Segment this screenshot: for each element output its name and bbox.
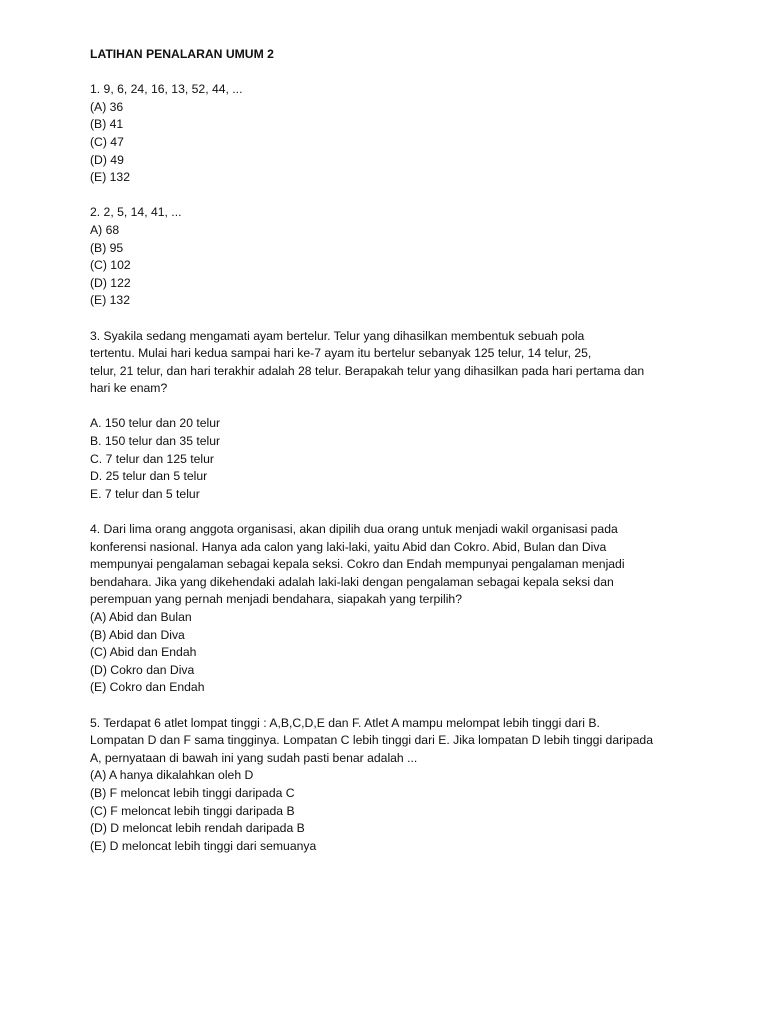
question-stem-line: A, pernyataan di bawah ini yang sudah pasti benar adalah ... [90, 750, 418, 765]
question-stem-line: hari ke enam? [90, 381, 168, 396]
answer-option: (C) F meloncat lebih tinggi daripada B [90, 803, 295, 818]
question-stem-line: 4. Dari lima orang anggota organisasi, akan dipilih dua orang untuk menjadi wakil organisasi pada [90, 522, 618, 537]
answer-option: (B) Abid dan Diva [90, 627, 185, 642]
question-4 [90, 521, 690, 697]
question-stem-line: perempuan yang pernah menjadi bendahara, siapakah yang terpilih? [90, 592, 462, 607]
answer-option: (A) Abid dan Bulan [90, 610, 192, 624]
question-stem-line: telur, 21 telur, dan hari terakhir adalah 28 telur. Berapakah telur yang dihasilkan pada hari pertama dan [90, 363, 645, 378]
answer-option: (B) 95 [90, 240, 124, 255]
answer-option: (C) 102 [90, 258, 131, 273]
question-stem-line: bendahara. Jika yang dikehendaki adalah laki-laki dengan pengalaman sebagai kepala seksi dan [90, 574, 614, 589]
question-stem-line: 1. 9, 6, 24, 16, 13, 52, 44, ... [90, 82, 243, 97]
answer-option: (E) D meloncat lebih tinggi dari semuanya [90, 838, 317, 853]
question-stem-line: Lompatan D dan F sama tingginya. Lompatan C lebih tinggi dari E. Jika lompatan D lebih tinggi daripada [90, 733, 653, 748]
answer-option: (D) 122 [90, 275, 131, 290]
answer-option: (A) 36 [90, 99, 124, 114]
question-stem-line: 2. 2, 5, 14, 41, ... [90, 205, 182, 220]
question-3 [90, 328, 690, 504]
answer-option: (B) F meloncat lebih tinggi daripada C [90, 785, 295, 800]
answer-option: (C) 47 [90, 134, 124, 149]
question-5 [90, 715, 690, 856]
answer-option: (D) D meloncat lebih rendah daripada B [90, 821, 305, 836]
answer-option: (D) Cokro dan Diva [90, 662, 195, 677]
document-title: LATIHAN PENALARAN UMUM 2 [90, 47, 274, 61]
answer-option: (E) 132 [90, 170, 130, 185]
question-1 [90, 81, 690, 187]
question-list [90, 81, 690, 855]
question-stem-line: 3. Syakila sedang mengamati ayam bertelur. Telur yang dihasilkan membentuk sebuah pola [90, 328, 585, 343]
answer-option: A. 150 telur dan 20 telur [90, 416, 221, 431]
answer-option: (E) Cokro dan Endah [90, 680, 205, 695]
answer-option: (C) Abid dan Endah [90, 645, 197, 660]
answer-option: D. 25 telur dan 5 telur [90, 469, 208, 484]
answer-option: (D) 49 [90, 152, 124, 167]
answer-option: (A) A hanya dikalahkan oleh D [90, 768, 254, 783]
answer-option: A) 68 [90, 222, 120, 237]
answer-option: C. 7 telur dan 125 telur [90, 451, 214, 466]
spacer [90, 398, 690, 416]
question-stem-line: 5. Terdapat 6 atlet lompat tinggi : A,B,C,D,E dan F. Atlet A mampu melompat lebih tinggi dari B. [90, 715, 600, 730]
answer-option: (E) 132 [90, 293, 130, 308]
question-stem-line: tertentu. Mulai hari kedua sampai hari ke-7 ayam itu bertelur sebanyak 125 telur, 14 telur, 25, [90, 346, 592, 361]
question-2 [90, 204, 690, 310]
answer-option: (B) 41 [90, 117, 124, 132]
question-stem-line: konferensi nasional. Hanya ada calon yang laki-laki, yaitu Abid dan Cokro. Abid, Bulan dan Diva [90, 539, 607, 554]
document-page [90, 46, 690, 873]
answer-option: B. 150 telur dan 35 telur [90, 434, 221, 449]
question-stem-line: mempunyai pengalaman sebagai kepala seksi. Cokro dan Endah mempunyai pengalaman menjadi [90, 557, 625, 572]
answer-option: E. 7 telur dan 5 telur [90, 486, 200, 501]
